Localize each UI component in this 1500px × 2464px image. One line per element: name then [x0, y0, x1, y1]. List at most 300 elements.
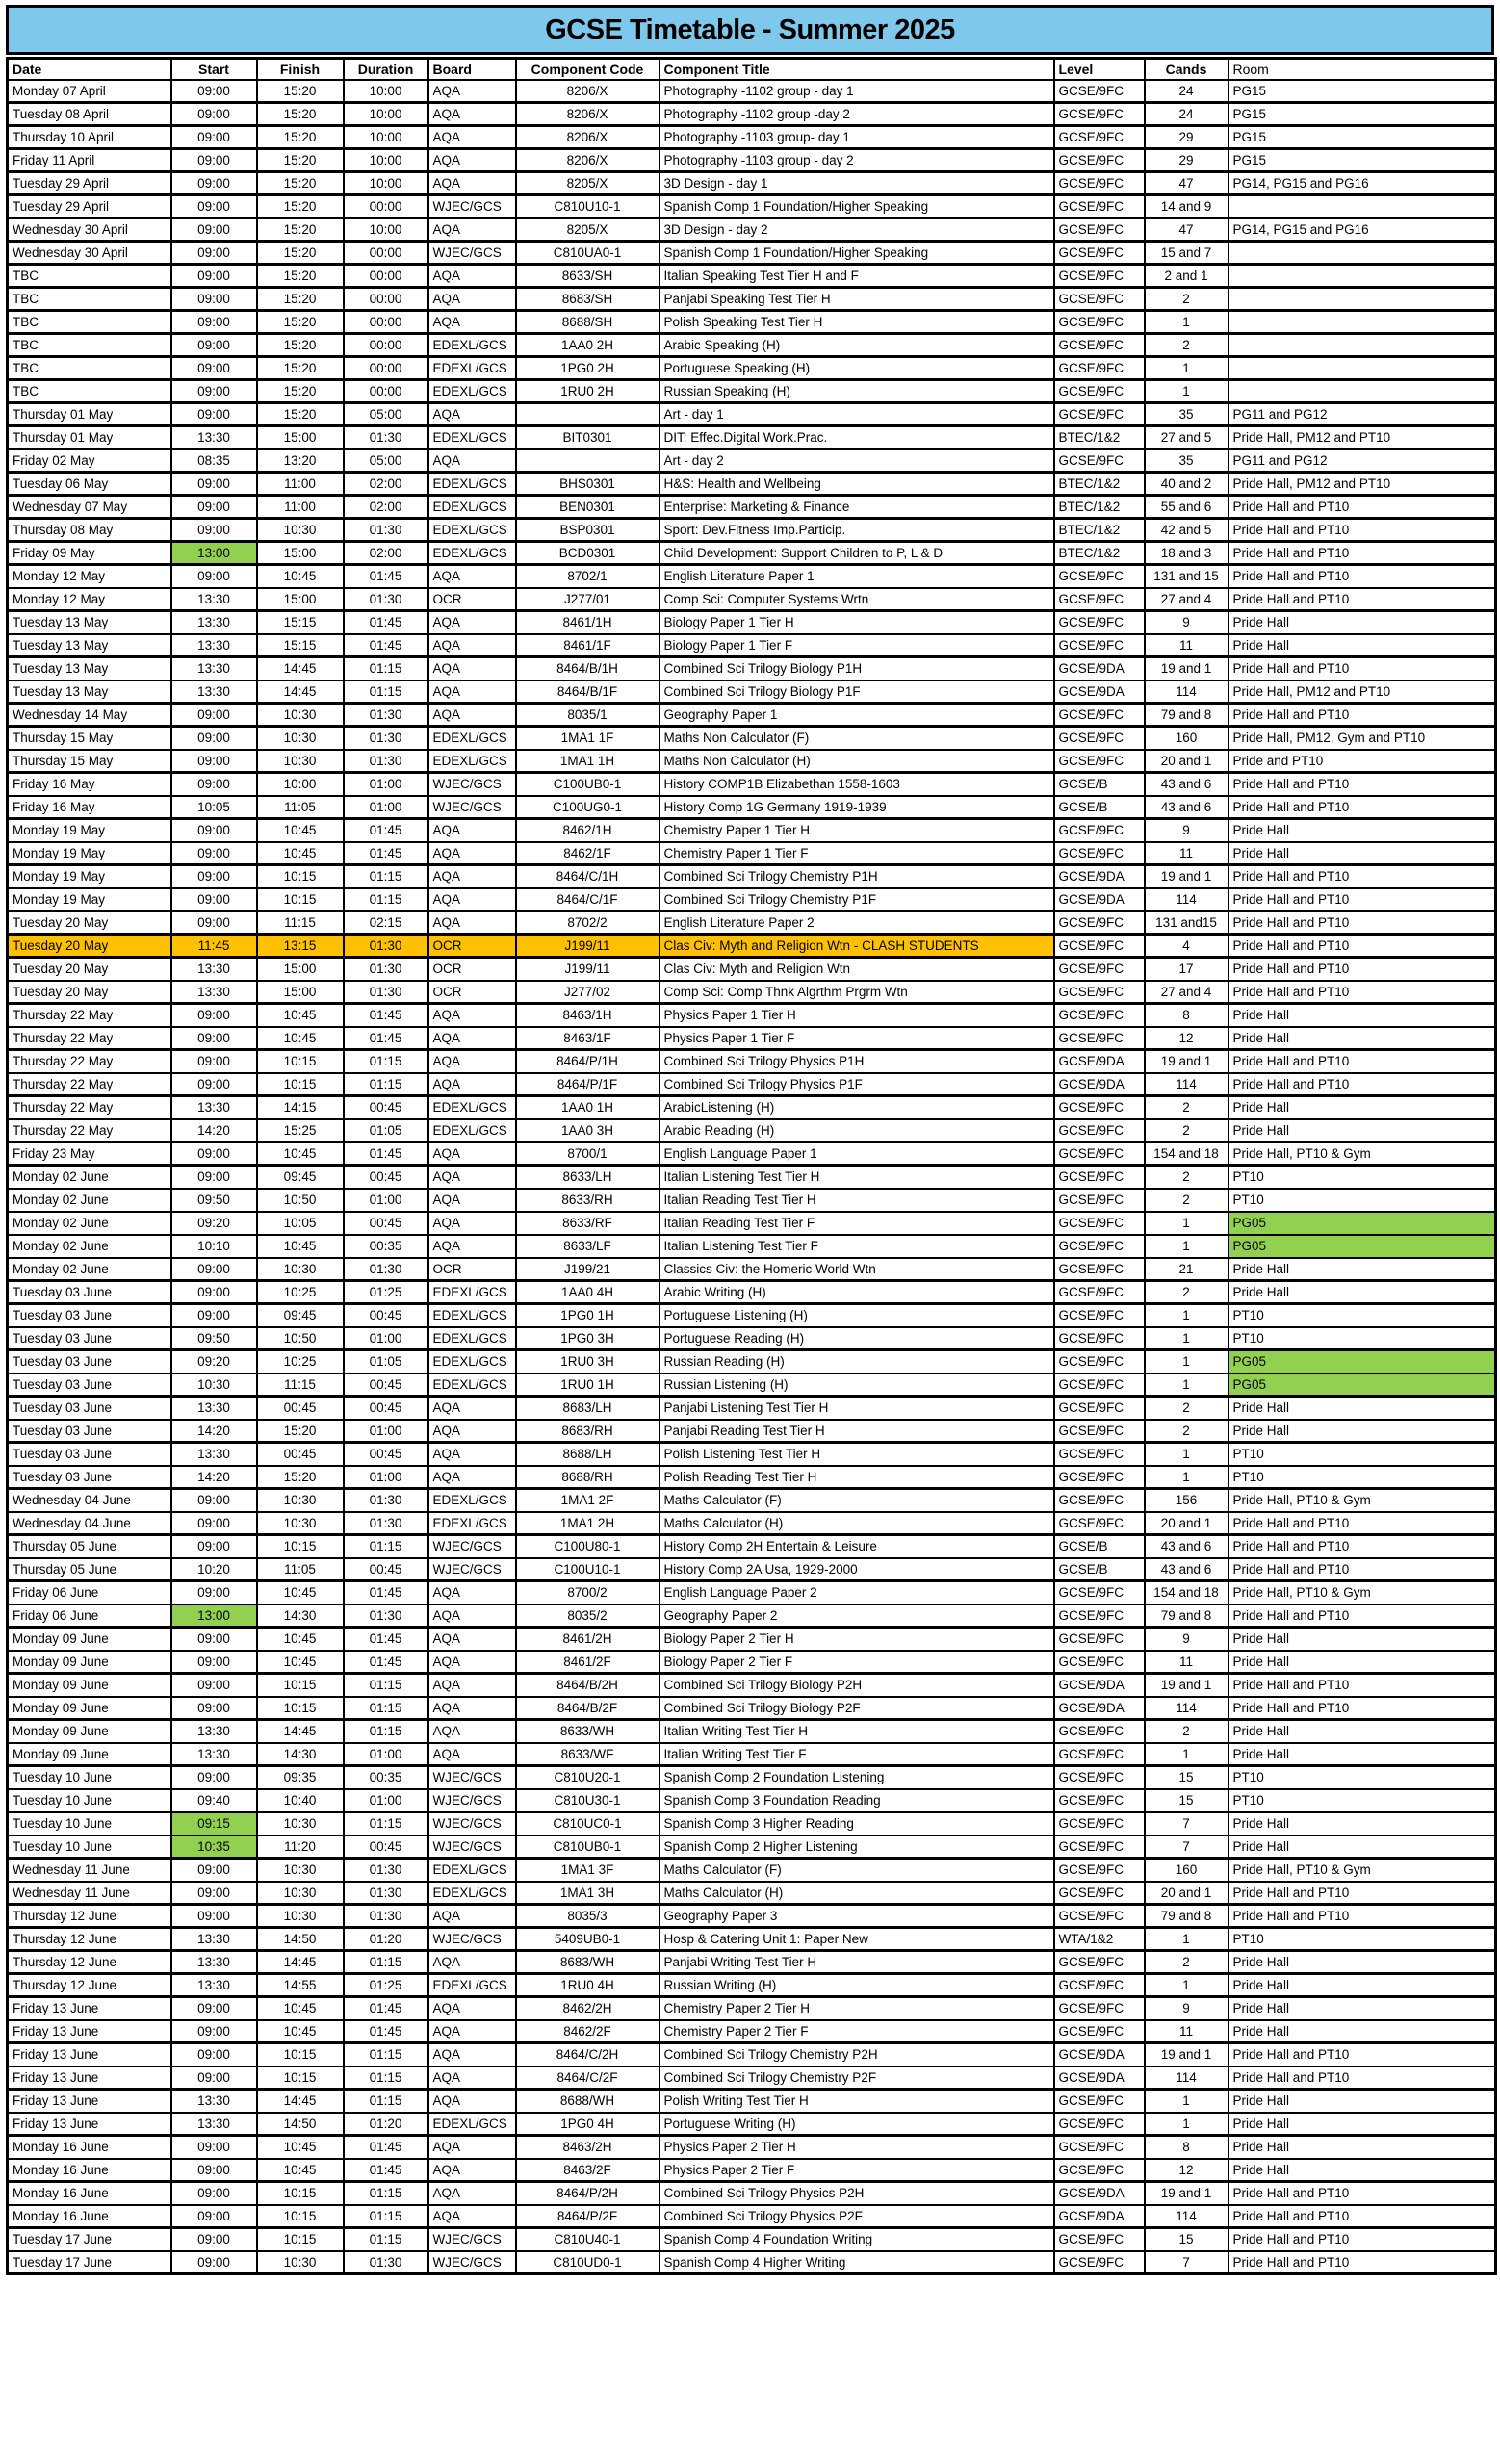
table-row	[8, 1835, 1496, 1859]
cell-level: GCSE/9DA	[1054, 657, 1145, 680]
cell-code: C100U10-1	[516, 1558, 659, 1581]
cell-date: Friday 13 June	[8, 2066, 171, 2090]
cell-cands: 55 and 6	[1145, 496, 1228, 519]
cell-code: C810U30-1	[516, 1789, 659, 1812]
cell-room: Pride Hall, PT10 & Gym	[1228, 1142, 1496, 1166]
cell-level: GCSE/9FC	[1054, 842, 1145, 865]
cell-title: Enterprise: Marketing & Finance	[659, 496, 1054, 519]
cell-code: 8702/1	[516, 565, 659, 588]
cell-title: Polish Writing Test Tier H	[659, 2090, 1054, 2113]
table-row	[8, 2136, 1496, 2159]
cell-code: 8633/WH	[516, 1720, 659, 1743]
cell-title: Clas Civ: Myth and Religion Wtn - CLASH STUDENTS	[659, 935, 1054, 958]
cell-code: 1AA0 2H	[516, 334, 659, 357]
cell-title: Italian Listening Test Tier F	[659, 1235, 1054, 1258]
cell-finish: 11:05	[257, 796, 344, 819]
cell-board: EDEXL/GCS	[428, 1096, 516, 1119]
cell-cands: 156	[1145, 1489, 1228, 1512]
cell-duration: 00:45	[344, 1304, 428, 1327]
table-row	[8, 473, 1496, 496]
cell-date: Tuesday 03 June	[8, 1420, 171, 1443]
cell-level: GCSE/9FC	[1054, 611, 1145, 634]
cell-room: Pride Hall	[1228, 2090, 1496, 2113]
cell-code: C100UB0-1	[516, 773, 659, 796]
cell-duration: 01:15	[344, 1951, 428, 1974]
table-row	[8, 1604, 1496, 1628]
cell-title: Portuguese Writing (H)	[659, 2113, 1054, 2136]
cell-code: 8464/C/2H	[516, 2043, 659, 2066]
table-row	[8, 2251, 1496, 2274]
cell-room: PT10	[1228, 1166, 1496, 1189]
table-row	[8, 935, 1496, 958]
cell-board: AQA	[428, 1166, 516, 1189]
cell-room: Pride Hall	[1228, 2113, 1496, 2136]
cell-date: Monday 09 June	[8, 1674, 171, 1697]
cell-room: PG05	[1228, 1235, 1496, 1258]
cell-board: WJEC/GCS	[428, 1535, 516, 1558]
table-row	[8, 634, 1496, 657]
cell-room: PT10	[1228, 1443, 1496, 1466]
cell-room: Pride Hall and PT10	[1228, 911, 1496, 935]
cell-finish: 15:00	[257, 958, 344, 981]
cell-date: Friday 09 May	[8, 542, 171, 565]
cell-room: Pride Hall	[1228, 1420, 1496, 1443]
cell-finish: 15:00	[257, 426, 344, 449]
cell-start: 09:15	[171, 1812, 257, 1835]
cell-date: Friday 11 April	[8, 149, 171, 172]
cell-board: AQA	[428, 1697, 516, 1720]
page-title-bar	[6, 5, 1494, 55]
cell-start: 09:00	[171, 1073, 257, 1096]
cell-room	[1228, 311, 1496, 334]
cell-finish: 10:30	[257, 1882, 344, 1905]
cell-level: GCSE/9FC	[1054, 1974, 1145, 1997]
cell-cands: 11	[1145, 842, 1228, 865]
cell-code: 8464/B/2F	[516, 1697, 659, 1720]
cell-duration: 01:45	[344, 819, 428, 842]
cell-level: GCSE/9FC	[1054, 80, 1145, 103]
cell-start: 09:00	[171, 1258, 257, 1281]
cell-code: 1AA0 4H	[516, 1281, 659, 1304]
cell-code: 8683/SH	[516, 288, 659, 311]
cell-duration: 00:00	[344, 288, 428, 311]
cell-start: 13:30	[171, 1720, 257, 1743]
cell-code: BCD0301	[516, 542, 659, 565]
cell-code: 8464/B/1F	[516, 680, 659, 704]
cell-code: 8683/WH	[516, 1951, 659, 1974]
table-row	[8, 2159, 1496, 2182]
cell-room: Pride Hall	[1228, 1997, 1496, 2020]
cell-board: AQA	[428, 1651, 516, 1674]
cell-finish: 14:15	[257, 1096, 344, 1119]
cell-code: 8633/SH	[516, 265, 659, 288]
cell-cands: 19 and 1	[1145, 865, 1228, 888]
cell-room	[1228, 288, 1496, 311]
cell-title: Physics Paper 1 Tier F	[659, 1027, 1054, 1050]
cell-duration: 01:00	[344, 773, 428, 796]
cell-code: 8633/RF	[516, 1212, 659, 1235]
cell-finish: 15:15	[257, 611, 344, 634]
cell-board: EDEXL/GCS	[428, 1373, 516, 1397]
cell-title: Physics Paper 2 Tier H	[659, 2136, 1054, 2159]
table-row	[8, 357, 1496, 380]
cell-finish: 15:20	[257, 311, 344, 334]
cell-board: EDEXL/GCS	[428, 1350, 516, 1373]
cell-code: 1MA1 1H	[516, 750, 659, 773]
cell-date: Tuesday 29 April	[8, 195, 171, 218]
cell-room: Pride Hall	[1228, 1951, 1496, 1974]
cell-level: GCSE/9FC	[1054, 2159, 1145, 2182]
cell-cands: 29	[1145, 149, 1228, 172]
cell-cands: 1	[1145, 1212, 1228, 1235]
cell-date: Monday 09 June	[8, 1697, 171, 1720]
cell-finish: 10:45	[257, 1628, 344, 1651]
cell-title: Spanish Comp 1 Foundation/Higher Speaking	[659, 242, 1054, 265]
cell-board: AQA	[428, 449, 516, 473]
cell-board: AQA	[428, 1997, 516, 2020]
cell-board: EDEXL/GCS	[428, 1304, 516, 1327]
table-row	[8, 1327, 1496, 1350]
cell-finish: 10:30	[257, 704, 344, 727]
cell-start: 09:00	[171, 2228, 257, 2251]
cell-board: EDEXL/GCS	[428, 750, 516, 773]
cell-start: 09:00	[171, 1535, 257, 1558]
cell-date: Thursday 12 June	[8, 1905, 171, 1928]
cell-start: 09:00	[171, 2182, 257, 2205]
cell-board: AQA	[428, 288, 516, 311]
cell-finish: 10:25	[257, 1350, 344, 1373]
cell-cands: 1	[1145, 311, 1228, 334]
cell-room: Pride Hall	[1228, 1835, 1496, 1859]
cell-title: Art - day 1	[659, 403, 1054, 426]
cell-start: 09:00	[171, 519, 257, 542]
cell-finish: 15:20	[257, 334, 344, 357]
cell-finish: 15:20	[257, 1466, 344, 1489]
cell-code	[516, 449, 659, 473]
cell-board: EDEXL/GCS	[428, 1859, 516, 1882]
cell-finish: 10:45	[257, 2159, 344, 2182]
cell-start: 13:30	[171, 657, 257, 680]
cell-duration: 01:15	[344, 2066, 428, 2090]
cell-board: OCR	[428, 981, 516, 1004]
cell-finish: 10:15	[257, 865, 344, 888]
cell-cands: 154 and 18	[1145, 1142, 1228, 1166]
cell-code: 8463/1F	[516, 1027, 659, 1050]
cell-code: BHS0301	[516, 473, 659, 496]
cell-start: 09:00	[171, 357, 257, 380]
cell-duration: 01:30	[344, 1882, 428, 1905]
cell-level: GCSE/9FC	[1054, 103, 1145, 126]
cell-board: AQA	[428, 2043, 516, 2066]
timetable-sheet	[6, 5, 1494, 2275]
cell-title: Photography -1103 group- day 1	[659, 126, 1054, 149]
cell-title: Maths Calculator (H)	[659, 1882, 1054, 1905]
cell-start: 09:00	[171, 103, 257, 126]
cell-code: 8463/2F	[516, 2159, 659, 2182]
cell-board: AQA	[428, 103, 516, 126]
cell-board: AQA	[428, 126, 516, 149]
column-header-duration: Duration	[344, 59, 428, 80]
cell-finish: 10:30	[257, 1905, 344, 1928]
cell-title: Portuguese Listening (H)	[659, 1304, 1054, 1327]
cell-level: GCSE/9DA	[1054, 865, 1145, 888]
table-row	[8, 1812, 1496, 1835]
cell-finish: 10:50	[257, 1327, 344, 1350]
cell-date: Thursday 22 May	[8, 1027, 171, 1050]
cell-title: Russian Reading (H)	[659, 1350, 1054, 1373]
table-row	[8, 218, 1496, 242]
cell-start: 13:30	[171, 588, 257, 611]
cell-finish: 10:30	[257, 1859, 344, 1882]
cell-title: English Language Paper 1	[659, 1142, 1054, 1166]
cell-cands: 21	[1145, 1258, 1228, 1281]
cell-cands: 43 and 6	[1145, 1535, 1228, 1558]
cell-level: GCSE/9FC	[1054, 1951, 1145, 1974]
cell-level: GCSE/9FC	[1054, 1466, 1145, 1489]
cell-date: Wednesday 30 April	[8, 218, 171, 242]
cell-board: AQA	[428, 1581, 516, 1604]
cell-finish: 14:30	[257, 1743, 344, 1766]
cell-start: 09:00	[171, 704, 257, 727]
cell-cands: 1	[1145, 1327, 1228, 1350]
cell-level: GCSE/9DA	[1054, 1050, 1145, 1073]
cell-start: 09:50	[171, 1327, 257, 1350]
cell-duration: 01:25	[344, 1974, 428, 1997]
cell-duration: 01:15	[344, 1812, 428, 1835]
cell-start: 09:00	[171, 819, 257, 842]
cell-level: GCSE/B	[1054, 796, 1145, 819]
cell-finish: 10:15	[257, 2043, 344, 2066]
cell-title: Russian Writing (H)	[659, 1974, 1054, 1997]
cell-cands: 35	[1145, 403, 1228, 426]
cell-level: GCSE/9FC	[1054, 1743, 1145, 1766]
cell-start: 09:00	[171, 2251, 257, 2274]
cell-code: 8461/2H	[516, 1628, 659, 1651]
cell-room: Pride Hall	[1228, 1651, 1496, 1674]
cell-code: 8462/1F	[516, 842, 659, 865]
cell-board: AQA	[428, 218, 516, 242]
cell-board: AQA	[428, 1466, 516, 1489]
cell-finish: 10:25	[257, 1281, 344, 1304]
cell-board: WJEC/GCS	[428, 2251, 516, 2274]
cell-finish: 10:30	[257, 519, 344, 542]
cell-date: Tuesday 20 May	[8, 935, 171, 958]
cell-board: AQA	[428, 1397, 516, 1420]
cell-finish: 10:05	[257, 1212, 344, 1235]
cell-room: Pride Hall, PT10 & Gym	[1228, 1859, 1496, 1882]
cell-board: AQA	[428, 1189, 516, 1212]
cell-room: Pride Hall and PT10	[1228, 542, 1496, 565]
cell-date: Monday 02 June	[8, 1258, 171, 1281]
cell-room: Pride Hall and PT10	[1228, 981, 1496, 1004]
cell-cands: 2	[1145, 288, 1228, 311]
cell-code: 8035/2	[516, 1604, 659, 1628]
cell-finish: 10:30	[257, 2251, 344, 2274]
cell-code: J199/11	[516, 935, 659, 958]
cell-finish: 15:00	[257, 981, 344, 1004]
cell-cands: 79 and 8	[1145, 1604, 1228, 1628]
cell-code: 8461/1F	[516, 634, 659, 657]
cell-date: Tuesday 17 June	[8, 2228, 171, 2251]
cell-level: GCSE/9DA	[1054, 2182, 1145, 2205]
cell-room: Pride Hall and PT10	[1228, 519, 1496, 542]
cell-room: Pride Hall	[1228, 819, 1496, 842]
cell-title: Spanish Comp 2 Foundation Listening	[659, 1766, 1054, 1789]
cell-cands: 7	[1145, 1835, 1228, 1859]
table-row	[8, 1304, 1496, 1327]
cell-code: J277/01	[516, 588, 659, 611]
cell-board: WJEC/GCS	[428, 1766, 516, 1789]
cell-level: GCSE/9FC	[1054, 588, 1145, 611]
cell-duration: 00:45	[344, 1166, 428, 1189]
cell-level: GCSE/9DA	[1054, 2205, 1145, 2228]
cell-duration: 00:35	[344, 1766, 428, 1789]
cell-title: Combined Sci Trilogy Physics P2F	[659, 2205, 1054, 2228]
cell-room: Pride Hall and PT10	[1228, 496, 1496, 519]
cell-board: AQA	[428, 2066, 516, 2090]
table-row	[8, 1189, 1496, 1212]
cell-title: Portuguese Speaking (H)	[659, 357, 1054, 380]
cell-date: Tuesday 03 June	[8, 1304, 171, 1327]
cell-code: 1MA1 2H	[516, 1512, 659, 1535]
cell-date: Friday 13 June	[8, 2020, 171, 2043]
cell-start: 09:00	[171, 195, 257, 218]
cell-finish: 15:20	[257, 380, 344, 403]
cell-level: GCSE/9FC	[1054, 195, 1145, 218]
cell-code: 8205/X	[516, 172, 659, 195]
cell-date: Thursday 22 May	[8, 1073, 171, 1096]
cell-room: Pride Hall	[1228, 1004, 1496, 1027]
cell-level: GCSE/9FC	[1054, 1720, 1145, 1743]
cell-duration: 10:00	[344, 149, 428, 172]
cell-finish: 10:45	[257, 1581, 344, 1604]
cell-room: Pride Hall and PT10	[1228, 588, 1496, 611]
cell-cands: 1	[1145, 380, 1228, 403]
cell-cands: 20 and 1	[1145, 750, 1228, 773]
cell-start: 13:30	[171, 634, 257, 657]
cell-code: 8633/RH	[516, 1189, 659, 1212]
cell-level: GCSE/9FC	[1054, 1882, 1145, 1905]
cell-date: Thursday 22 May	[8, 1004, 171, 1027]
cell-duration: 05:00	[344, 403, 428, 426]
cell-date: Thursday 05 June	[8, 1535, 171, 1558]
cell-start: 09:00	[171, 750, 257, 773]
table-row	[8, 542, 1496, 565]
table-row	[8, 496, 1496, 519]
cell-finish: 10:45	[257, 1004, 344, 1027]
table-row	[8, 565, 1496, 588]
table-row	[8, 911, 1496, 935]
cell-title: Photography -1102 group -day 2	[659, 103, 1054, 126]
cell-date: Thursday 22 May	[8, 1119, 171, 1142]
cell-date: Tuesday 03 June	[8, 1397, 171, 1420]
cell-level: GCSE/9FC	[1054, 704, 1145, 727]
page-title: GCSE Timetable - Summer 2025	[545, 13, 955, 45]
cell-start: 09:00	[171, 1142, 257, 1166]
cell-duration: 02:00	[344, 542, 428, 565]
table-row	[8, 449, 1496, 473]
cell-finish: 10:45	[257, 565, 344, 588]
table-row	[8, 2228, 1496, 2251]
cell-cands: 131 and 15	[1145, 565, 1228, 588]
cell-start: 09:00	[171, 403, 257, 426]
cell-duration: 10:00	[344, 172, 428, 195]
cell-duration: 05:00	[344, 449, 428, 473]
cell-board: AQA	[428, 1905, 516, 1928]
cell-room: Pride Hall and PT10	[1228, 2066, 1496, 2090]
cell-level: GCSE/9FC	[1054, 449, 1145, 473]
cell-cands: 1	[1145, 1743, 1228, 1766]
cell-duration: 01:30	[344, 519, 428, 542]
cell-cands: 160	[1145, 1859, 1228, 1882]
cell-finish: 15:00	[257, 588, 344, 611]
cell-board: WJEC/GCS	[428, 1789, 516, 1812]
cell-title: Arabic Reading (H)	[659, 1119, 1054, 1142]
cell-cands: 11	[1145, 1651, 1228, 1674]
cell-level: GCSE/9FC	[1054, 2228, 1145, 2251]
table-row	[8, 519, 1496, 542]
cell-finish: 15:20	[257, 265, 344, 288]
cell-start: 09:00	[171, 1997, 257, 2020]
cell-title: Spanish Comp 4 Foundation Writing	[659, 2228, 1054, 2251]
cell-date: Friday 13 June	[8, 2043, 171, 2066]
cell-duration: 01:15	[344, 888, 428, 911]
cell-date: Friday 13 June	[8, 2090, 171, 2113]
cell-code: 8035/3	[516, 1905, 659, 1928]
cell-date: Monday 19 May	[8, 865, 171, 888]
cell-duration: 01:15	[344, 1050, 428, 1073]
cell-duration: 00:00	[344, 242, 428, 265]
cell-cands: 19 and 1	[1145, 2043, 1228, 2066]
cell-code: 1MA1 3H	[516, 1882, 659, 1905]
cell-cands: 9	[1145, 1628, 1228, 1651]
cell-room: Pride Hall and PT10	[1228, 1073, 1496, 1096]
cell-room	[1228, 242, 1496, 265]
cell-date: Wednesday 30 April	[8, 242, 171, 265]
cell-room: Pride Hall	[1228, 1720, 1496, 1743]
cell-cands: 47	[1145, 172, 1228, 195]
cell-level: GCSE/9FC	[1054, 1766, 1145, 1789]
cell-code: 8462/1H	[516, 819, 659, 842]
cell-room: Pride Hall	[1228, 1096, 1496, 1119]
cell-date: Tuesday 13 May	[8, 611, 171, 634]
cell-start: 09:00	[171, 1512, 257, 1535]
cell-room: Pride Hall and PT10	[1228, 704, 1496, 727]
cell-level: GCSE/9FC	[1054, 1004, 1145, 1027]
cell-cands: 11	[1145, 634, 1228, 657]
cell-code: 8633/LF	[516, 1235, 659, 1258]
cell-finish: 10:45	[257, 842, 344, 865]
cell-code: J277/02	[516, 981, 659, 1004]
cell-room: PG11 and PG12	[1228, 449, 1496, 473]
cell-level: GCSE/9FC	[1054, 1512, 1145, 1535]
table-row	[8, 1119, 1496, 1142]
cell-cands: 1	[1145, 1974, 1228, 1997]
cell-duration: 00:00	[344, 357, 428, 380]
cell-start: 13:30	[171, 426, 257, 449]
cell-level: GCSE/9FC	[1054, 1835, 1145, 1859]
cell-cands: 1	[1145, 1304, 1228, 1327]
cell-board: EDEXL/GCS	[428, 473, 516, 496]
cell-room: Pride Hall	[1228, 634, 1496, 657]
cell-room: PT10	[1228, 1789, 1496, 1812]
cell-board: EDEXL/GCS	[428, 496, 516, 519]
cell-finish: 10:15	[257, 1535, 344, 1558]
cell-date: TBC	[8, 311, 171, 334]
cell-title: Arabic Speaking (H)	[659, 334, 1054, 357]
cell-title: Russian Listening (H)	[659, 1373, 1054, 1397]
cell-duration: 01:05	[344, 1119, 428, 1142]
